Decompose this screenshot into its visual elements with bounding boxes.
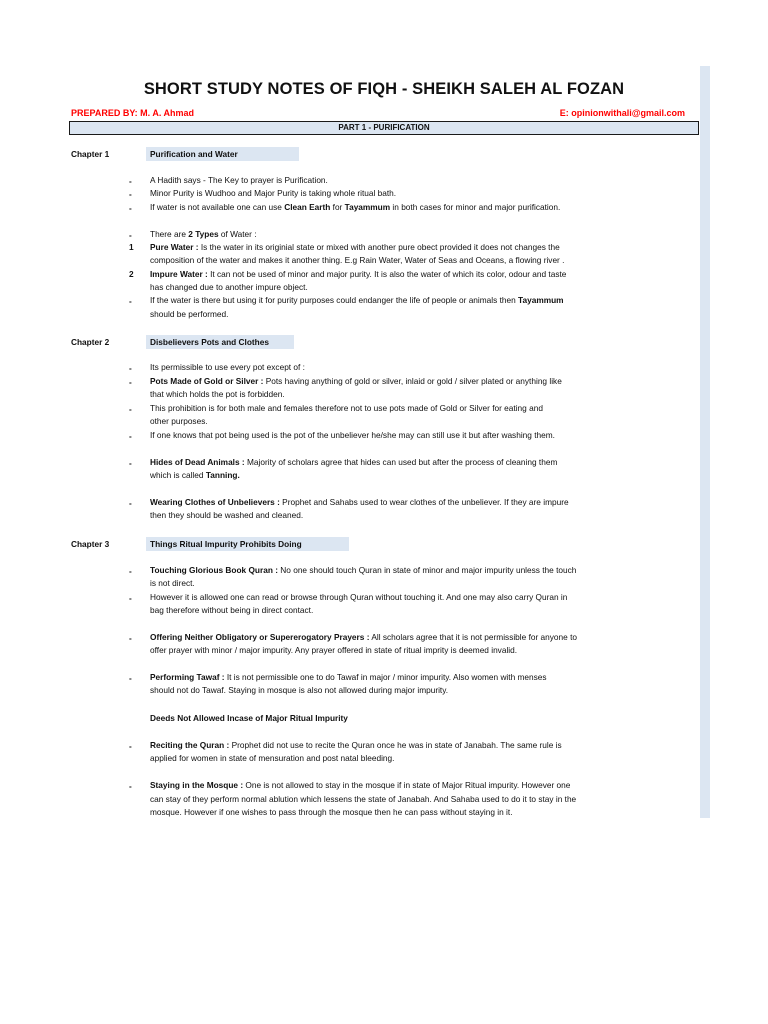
quran-read-line-2: bag therefore without being in direct contact. (150, 605, 314, 615)
mosque-line-3: mosque. However if one wishes to pass through the mosque then he can pass without staying in it. (150, 807, 513, 817)
quran-touch-line-2: is not direct. (150, 578, 195, 588)
chapter-1-label: Chapter 1 (71, 149, 110, 159)
chapter-2-bullet-2: Pots Made of Gold or Silver : Pots having anything of gold or silver, inlaid or gold / silver plated or anything like (150, 376, 562, 386)
chapter-1-bullet-4: There are 2 Types of Water : (150, 229, 257, 239)
impure-water-line-2: has changed due to another impure object. (150, 282, 308, 292)
pure-water-line-2: composition of the water and makes it another thing. E.g Rain Water, Water of Seas and Oceans, a flowing river . (150, 255, 565, 265)
hides-line-1: Hides of Dead Animals : Majority of scholars agree that hides can used but after the process of cleaning them (150, 457, 558, 467)
chapter-3-title: Things Ritual Impurity Prohibits Doing (146, 537, 349, 551)
chapter-1-bullet-5-cont: should be performed. (150, 309, 229, 319)
reciting-line-2: applied for women in state of mensuration and post natal bleeding. (150, 753, 395, 763)
chapter-2-bullet-2-cont: that which holds the pot is forbidden. (150, 389, 285, 399)
bullet-dash: - (129, 673, 132, 683)
quran-read-line-1: However it is allowed one can read or browse through Quran without touching it. And one may also carry Quran in (150, 592, 568, 602)
bullet-dash: - (129, 176, 132, 186)
chapter-2-title: Disbelievers Pots and Clothes (146, 335, 294, 349)
bullet-dash: - (129, 741, 132, 751)
chapter-1-bullet-3: If water is not available one can use Clean Earth for Tayammum in both cases for minor and major purification. (150, 202, 561, 212)
tawaf-line-1: Performing Tawaf : It is not permissible one to do Tawaf in major / minor impurity. Also women with menses (150, 672, 547, 682)
quran-touch-line-1: Touching Glorious Book Quran : No one should touch Quran in state of minor and major impurity unless the touch (150, 565, 577, 575)
bullet-dash: - (129, 404, 132, 414)
impure-water-line-1: Impure Water : It can not be used of minor and major purity. It is also the water of which its color, odour and taste (150, 269, 567, 279)
chapter-1-bullet-1: A Hadith says - The Key to prayer is Purification. (150, 175, 328, 185)
pure-water-line-1: Pure Water : Is the water in its originial state or mixed with another pure obect provided it does not changes the (150, 242, 560, 252)
part-heading: PART 1 - PURIFICATION (69, 121, 699, 135)
chapter-1-bullet-2: Minor Purity is Wudhoo and Major Purity is taking whole ritual bath. (150, 188, 397, 198)
number-1: 1 (129, 242, 134, 252)
bullet-dash: - (129, 498, 132, 508)
chapter-2-label: Chapter 2 (71, 337, 110, 347)
tawaf-line-2: should not do Tawaf. Staying in mosque is also not allowed during major impurity. (150, 685, 449, 695)
reciting-line-1: Reciting the Quran : Prophet did not use to recite the Quran once he was in state of Janabah. The same rule is (150, 740, 562, 750)
bullet-dash: - (129, 296, 132, 306)
clothes-line-2: then they should be washed and cleaned. (150, 510, 304, 520)
chapter-2-bullet-4: If one knows that pot being used is the pot of the unbeliever he/she may can still use it but after washing them. (150, 430, 555, 440)
chapter-2-bullet-1: Its permissible to use every pot except of : (150, 362, 305, 372)
bullet-dash: - (129, 566, 132, 576)
page-title: SHORT STUDY NOTES OF FIQH - SHEIKH SALEH AL FOZAN (143, 80, 625, 98)
bullet-dash: - (129, 377, 132, 387)
chapter-2-bullet-3: This prohibition is for both male and females therefore not to use pots made of Gold or Silver for eating and (150, 403, 543, 413)
bullet-dash: - (129, 431, 132, 441)
bullet-dash: - (129, 458, 132, 468)
mosque-line-2: can stay of they perform normal ablution which lessens the state of Janabah. And Sahaba used to do it to stay in the (150, 794, 577, 804)
hides-line-2: which is called Tanning. (150, 470, 240, 480)
major-impurity-subheading: Deeds Not Allowed Incase of Major Ritual Impurity (150, 713, 348, 723)
bullet-dash: - (129, 203, 132, 213)
bullet-dash: - (129, 633, 132, 643)
prayer-line-1: Offering Neither Obligatory or Supererogatory Prayers : All scholars agree that it is not permissible for anyone to (150, 632, 577, 642)
bullet-dash: - (129, 230, 132, 240)
mosque-line-1: Staying in the Mosque : One is not allowed to stay in the mosque if in state of Major Ritual impurity. However one (150, 780, 571, 790)
chapter-2-bullet-3-cont: other purposes. (150, 416, 208, 426)
clothes-line-1: Wearing Clothes of Unbelievers : Prophet and Sahabs used to wear clothes of the unbeliever. If they are impure (150, 497, 569, 507)
prepared-by: PREPARED BY: M. A. Ahmad (71, 108, 195, 118)
author-email: E: opinionwithali@gmail.com (559, 108, 685, 118)
bullet-dash: - (129, 363, 132, 373)
scrollbar[interactable] (700, 66, 710, 818)
bullet-dash: - (129, 781, 132, 791)
bullet-dash: - (129, 593, 132, 603)
prayer-line-2: offer prayer with minor / major impurity. Any prayer offered in state of ritual imprity is deemed invalid. (150, 645, 518, 655)
chapter-3-label: Chapter 3 (71, 539, 110, 549)
number-2: 2 (129, 269, 134, 279)
chapter-1-bullet-5: If the water is there but using it for purity purposes could endanger the life of people or animals then Tayammum (150, 295, 564, 305)
chapter-1-title: Purification and Water (146, 147, 299, 161)
bullet-dash: - (129, 189, 132, 199)
